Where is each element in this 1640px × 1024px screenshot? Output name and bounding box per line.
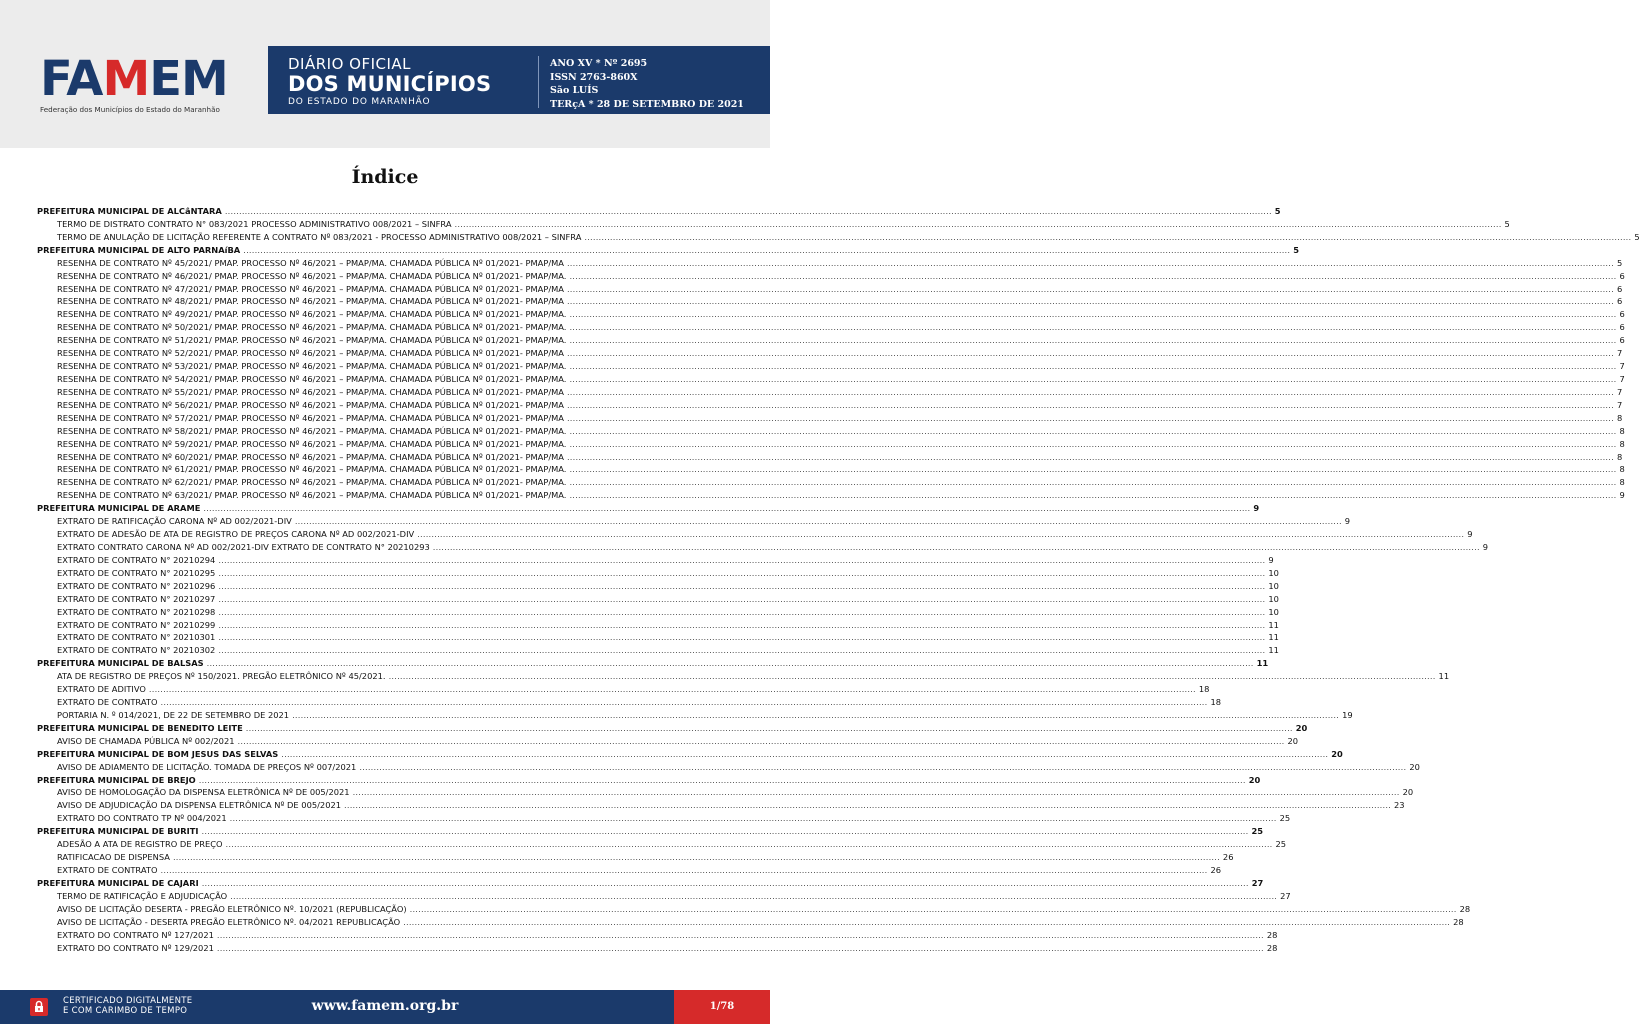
- dot-leader: [226, 838, 1273, 851]
- dot-leader: [567, 257, 1614, 270]
- toc-title: EXTRATO DE CONTRATO N° 20210294: [57, 554, 216, 565]
- toc-title: PREFEITURA MUNICIPAL DE ALCâNTARA: [37, 206, 222, 216]
- toc-title: RESENHA DE CONTRATO Nº 57/2021/ PMAP. PROCESSO Nº 46/2021 – PMAP/MA. CHAMADA PÚBLICA Nº 01/2021- PMAP/MA: [57, 412, 564, 423]
- toc-title: EXTRATO DE RATIFICAÇÃO CARONA Nº AD 002/2021-DIV: [57, 516, 292, 527]
- toc-section[interactable]: [37, 774, 1261, 787]
- toc-entry[interactable]: [37, 929, 1278, 942]
- toc-page-number: 11: [1438, 671, 1450, 682]
- toc-entry[interactable]: [37, 864, 1222, 877]
- toc-title: EXTRATO DO CONTRATO Nº 127/2021: [57, 929, 214, 940]
- dot-leader: [218, 631, 1265, 644]
- banner-line3: DO ESTADO DO MARANHÃO: [288, 97, 431, 107]
- toc-title: PREFEITURA MUNICIPAL DE CAJARI: [37, 877, 199, 888]
- toc-page-number: 7: [1619, 373, 1625, 384]
- dot-leader: [207, 657, 1254, 670]
- toc-page-number: 20: [1295, 722, 1308, 733]
- toc-page-number: 11: [1268, 645, 1279, 656]
- dot-leader: [218, 644, 1265, 657]
- toc-entry[interactable]: [37, 903, 1471, 916]
- toc-page-number: 20: [1409, 761, 1420, 772]
- dot-leader: [569, 373, 1616, 386]
- toc-page-number: 18: [1198, 684, 1210, 695]
- logo-prefix: FA: [40, 51, 103, 107]
- banner-line2: DOS MUNICÍPIOS: [288, 72, 492, 96]
- toc-page-number: 8: [1619, 425, 1625, 436]
- toc-page-number: 28: [1266, 942, 1278, 953]
- toc-title: EXTRATO DE CONTRATO: [57, 865, 158, 876]
- toc-page-number: 11: [1268, 619, 1279, 630]
- toc-title: RESENHA DE CONTRATO Nº 52/2021/ PMAP. PROCESSO Nº 46/2021 – PMAP/MA. CHAMADA PÚBLICA Nº 01/2021- PMAP/MA: [57, 348, 564, 359]
- toc-page-number: 6: [1619, 309, 1625, 320]
- banner-line1: DIÁRIO OFICIAL: [288, 55, 412, 73]
- dot-leader: [160, 864, 1207, 877]
- dot-leader: [569, 476, 1616, 489]
- toc-page-number: 5: [1274, 206, 1281, 216]
- toc-page-number: 25: [1279, 813, 1291, 824]
- toc-page-number: 6: [1616, 283, 1623, 294]
- toc-entry[interactable]: [37, 593, 1279, 606]
- toc-page-number: 26: [1222, 852, 1234, 863]
- toc-entry[interactable]: [37, 308, 1625, 321]
- toc-section[interactable]: [37, 205, 1281, 218]
- toc-entry[interactable]: [37, 412, 1623, 425]
- toc-page-number: 7: [1616, 386, 1623, 397]
- toc-entry[interactable]: [37, 606, 1279, 619]
- dot-leader: [433, 541, 1480, 554]
- toc-entry[interactable]: [37, 231, 1640, 244]
- toc-entry[interactable]: [37, 515, 1351, 528]
- toc-entry[interactable]: [37, 270, 1625, 283]
- toc-entry[interactable]: [37, 580, 1279, 593]
- toc-page-number: 8: [1619, 438, 1625, 449]
- toc-page-number: 20: [1331, 748, 1343, 759]
- city: São LUÍS: [550, 85, 599, 97]
- dot-leader: [292, 709, 1339, 722]
- toc-page-number: 23: [1394, 800, 1405, 811]
- logo-subtitle: Federação dos Municípios do Estado do Maranhão: [40, 105, 220, 114]
- divider: [538, 56, 539, 108]
- toc-page-number: 11: [1268, 632, 1279, 643]
- dot-leader: [218, 606, 1265, 619]
- toc-title: AVISO DE ADJUDICAÇÃO DA DISPENSA ELETRÔNICA Nº DE 005/2021: [57, 800, 342, 811]
- toc-title: AVISO DE LICITAÇÃO - DESERTA PREGÃO ELETRÔNICO Nº. 04/2021 REPUBLICAÇÃO: [57, 916, 401, 927]
- toc-section[interactable]: [37, 748, 1343, 761]
- toc-page-number: 6: [1619, 322, 1625, 333]
- toc-title: RESENHA DE CONTRATO Nº 59/2021/ PMAP. PROCESSO Nº 46/2021 – PMAP/MA. CHAMADA PÚBLICA Nº 01/2021- PMAP/MA.: [57, 438, 567, 449]
- toc-page-number: 20: [1248, 774, 1261, 785]
- toc-page-number: 8: [1616, 412, 1623, 423]
- dot-leader: [417, 528, 1464, 541]
- toc-title: RESENHA DE CONTRATO Nº 47/2021/ PMAP. PROCESSO Nº 46/2021 – PMAP/MA. CHAMADA PÚBLICA Nº 01/2021- PMAP/MA: [57, 283, 564, 294]
- dot-leader: [230, 890, 1277, 903]
- dot-leader: [218, 554, 1265, 567]
- toc-entry[interactable]: [37, 890, 1291, 903]
- toc-entry[interactable]: [37, 670, 1450, 683]
- toc-page-number: 5: [1634, 231, 1640, 242]
- toc-title: EXTRATO DE CONTRATO: [57, 697, 158, 708]
- dot-leader: [160, 696, 1207, 709]
- toc-title: AVISO DE CHAMADA PÚBLICA Nº 002/2021: [57, 735, 235, 746]
- toc-entry[interactable]: [37, 257, 1623, 270]
- dot-leader: [353, 786, 1400, 799]
- dot-leader: [218, 593, 1265, 606]
- dot-leader: [569, 308, 1616, 321]
- edition-info: [550, 57, 744, 111]
- toc-page-number: 8: [1616, 451, 1623, 462]
- dot-leader: [199, 774, 1246, 787]
- toc-page-number: 28: [1459, 903, 1471, 914]
- toc-page-number: 27: [1251, 877, 1264, 888]
- toc-title: EXTRATO DE CONTRATO N° 20210295: [57, 567, 216, 578]
- toc-page-number: 28: [1266, 929, 1278, 940]
- toc-page-number: 26: [1210, 865, 1222, 876]
- toc-page-number: 5: [1504, 218, 1510, 229]
- toc-entry[interactable]: [37, 463, 1625, 476]
- edition-number: ANO XV * Nº 2695: [550, 58, 648, 69]
- toc-page-number: 10: [1268, 580, 1279, 591]
- toc-entry[interactable]: [37, 786, 1414, 799]
- toc-title: EXTRATO DE CONTRATO N° 20210296: [57, 580, 216, 591]
- dot-leader: [230, 812, 1277, 825]
- toc-title: PREFEITURA MUNICIPAL DE ALTO PARNAíBA: [37, 244, 241, 255]
- toc-title: RESENHA DE CONTRATO Nº 46/2021/ PMAP. PROCESSO Nº 46/2021 – PMAP/MA. CHAMADA PÚBLICA Nº 01/2021- PMAP/MA.: [57, 270, 567, 281]
- toc-entry[interactable]: [37, 567, 1279, 580]
- dot-leader: [569, 463, 1616, 476]
- toc-entry[interactable]: [37, 644, 1279, 657]
- table-of-contents: [37, 205, 1640, 954]
- toc-page-number: 7: [1616, 399, 1623, 410]
- dot-leader: [584, 231, 1631, 244]
- toc-section[interactable]: [37, 722, 1308, 735]
- toc-page-number: 25: [1275, 839, 1287, 850]
- toc-title: TERMO DE ANULAÇÃO DE LICITAÇÃO REFERENTE A CONTRATO Nº 083/2021 - PROCESSO ADMINISTRATIVO 008/2021 – SINFRA: [57, 231, 582, 242]
- toc-title: PREFEITURA MUNICIPAL DE BALSAS: [37, 658, 204, 669]
- toc-entry[interactable]: [37, 851, 1234, 864]
- toc-page-number: 7: [1619, 361, 1625, 372]
- toc-title: RESENHA DE CONTRATO Nº 49/2021/ PMAP. PROCESSO Nº 46/2021 – PMAP/MA. CHAMADA PÚBLICA Nº 01/2021- PMAP/MA.: [57, 309, 567, 320]
- toc-entry[interactable]: [37, 541, 1489, 554]
- dot-leader: [567, 386, 1614, 399]
- toc-entry[interactable]: [37, 528, 1473, 541]
- toc-page-number: 20: [1402, 787, 1414, 798]
- toc-entry[interactable]: [37, 451, 1623, 464]
- dot-leader: [246, 722, 1293, 735]
- toc-title: EXTRATO DO CONTRATO Nº 129/2021: [57, 942, 214, 953]
- toc-entry[interactable]: [37, 476, 1625, 489]
- toc-title: RESENHA DE CONTRATO Nº 48/2021/ PMAP. PROCESSO Nº 46/2021 – PMAP/MA. CHAMADA PÚBLICA Nº 01/2021- PMAP/MA: [57, 296, 564, 307]
- dot-leader: [218, 619, 1265, 632]
- cert-line1: CERTIFICADO DIGITALMENTE: [63, 996, 193, 1006]
- toc-title: TERMO DE DISTRATO CONTRATO N° 083/2021 PROCESSO ADMINISTRATIVO 008/2021 – SINFRA: [57, 218, 452, 229]
- dot-leader: [567, 283, 1614, 296]
- toc-title: EXTRATO DE ADITIVO: [57, 684, 146, 695]
- toc-title: RESENHA DE CONTRATO Nº 45/2021/ PMAP. PROCESSO Nº 46/2021 – PMAP/MA. CHAMADA PÚBLICA Nº 01/2021- PMAP/MA: [57, 257, 564, 268]
- toc-title: PREFEITURA MUNICIPAL DE BOM JESUS DAS SELVAS: [37, 748, 279, 759]
- toc-title: PREFEITURA MUNICIPAL DE BURITI: [37, 826, 199, 837]
- toc-title: EXTRATO DE CONTRATO N° 20210298: [57, 606, 216, 617]
- dot-leader: [217, 942, 1264, 955]
- toc-title: PORTARIA N. º 014/2021, DE 22 DE SETEMBRO DE 2021: [57, 709, 290, 720]
- toc-page-number: 27: [1280, 890, 1291, 901]
- logo-suffix: EM: [149, 51, 228, 107]
- toc-title: RESENHA DE CONTRATO Nº 55/2021/ PMAP. PROCESSO Nº 46/2021 – PMAP/MA. CHAMADA PÚBLICA Nº 01/2021- PMAP/MA: [57, 386, 564, 397]
- toc-section[interactable]: [37, 244, 1299, 257]
- toc-page-number: 10: [1268, 567, 1279, 578]
- page-title: Índice: [351, 166, 419, 188]
- toc-entry[interactable]: [37, 683, 1210, 696]
- toc-page-number: 9: [1482, 541, 1489, 552]
- toc-entry[interactable]: [37, 399, 1623, 412]
- toc-page-number: 9: [1344, 516, 1351, 527]
- toc-title: AVISO DE ADIAMENTO DE LICITAÇÃO. TOMADA DE PREÇOS Nº 007/2021: [57, 761, 357, 772]
- toc-page-number: 7: [1616, 348, 1623, 359]
- dot-leader: [149, 683, 1196, 696]
- toc-entry[interactable]: [37, 812, 1291, 825]
- toc-title: RESENHA DE CONTRATO Nº 56/2021/ PMAP. PROCESSO Nº 46/2021 – PMAP/MA. CHAMADA PÚBLICA Nº 01/2021- PMAP/MA: [57, 399, 564, 410]
- toc-page-number: 20: [1287, 735, 1299, 746]
- toc-entry[interactable]: [37, 360, 1625, 373]
- dot-leader: [403, 916, 1450, 929]
- dot-leader: [218, 567, 1265, 580]
- dot-leader: [569, 489, 1616, 502]
- toc-page-number: 10: [1268, 593, 1279, 604]
- toc-title: EXTRATO DE CONTRATO N° 20210299: [57, 619, 216, 630]
- toc-entry[interactable]: [37, 438, 1625, 451]
- toc-entry[interactable]: [37, 799, 1405, 812]
- dot-leader: [173, 851, 1220, 864]
- toc-entry[interactable]: [37, 709, 1353, 722]
- dot-leader: [569, 270, 1616, 283]
- toc-title: TERMO DE RATIFICAÇÃO E ADJUDICAÇÃO: [57, 890, 228, 901]
- toc-section[interactable]: [37, 502, 1260, 515]
- issn: ISSN 2763-860X: [550, 71, 638, 83]
- dot-leader: [202, 825, 1249, 838]
- toc-page-number: 28: [1453, 916, 1464, 927]
- toc-page-number: 5: [1293, 244, 1299, 255]
- dot-leader: [389, 670, 1436, 683]
- header: [0, 0, 770, 148]
- toc-page-number: 19: [1342, 709, 1353, 720]
- dot-leader: [344, 799, 1391, 812]
- dot-leader: [567, 295, 1614, 308]
- toc-entry[interactable]: [37, 554, 1274, 567]
- toc-page-number: 18: [1210, 697, 1222, 708]
- toc-title: RESENHA DE CONTRATO Nº 62/2021/ PMAP. PROCESSO Nº 46/2021 – PMAP/MA. CHAMADA PÚBLICA Nº 01/2021- PMAP/MA.: [57, 477, 567, 488]
- toc-entry[interactable]: [37, 696, 1222, 709]
- toc-entry[interactable]: [37, 761, 1420, 774]
- toc-section[interactable]: [37, 825, 1264, 838]
- toc-title: RATIFICACAO DE DISPENSA: [57, 852, 170, 863]
- journal-banner: [268, 46, 770, 114]
- toc-title: EXTRATO DE CONTRATO N° 20210301: [57, 632, 216, 643]
- footer: [0, 990, 770, 1024]
- dot-leader: [569, 425, 1616, 438]
- toc-page-number: 8: [1619, 477, 1625, 488]
- dot-leader: [203, 502, 1250, 515]
- toc-entry[interactable]: [37, 838, 1287, 851]
- toc-entry[interactable]: [37, 218, 1510, 231]
- dot-leader: [455, 218, 1502, 231]
- toc-page-number: 10: [1268, 606, 1279, 617]
- dot-leader: [567, 451, 1614, 464]
- toc-title: EXTRATO CONTRATO CARONA Nº AD 002/2021-DIV EXTRATO DE CONTRATO N° 20210293: [57, 541, 430, 552]
- logo-m: M: [102, 51, 150, 107]
- toc-page-number: 8: [1619, 464, 1625, 475]
- toc-section[interactable]: [37, 657, 1269, 670]
- toc-entry[interactable]: [37, 295, 1623, 308]
- toc-page-number: 6: [1619, 270, 1625, 281]
- dot-leader: [202, 877, 1249, 890]
- toc-page-number: 6: [1616, 296, 1623, 307]
- dot-leader: [359, 761, 1406, 774]
- toc-entry[interactable]: [37, 916, 1464, 929]
- toc-title: RESENHA DE CONTRATO Nº 53/2021/ PMAP. PROCESSO Nº 46/2021 – PMAP/MA. CHAMADA PÚBLICA Nº 01/2021- PMAP/MA.: [57, 361, 567, 372]
- toc-page-number: 11: [1256, 658, 1269, 669]
- dot-leader: [281, 748, 1328, 761]
- issue-date: TERçA * 28 DE SETEMBRO DE 2021: [550, 98, 744, 110]
- toc-title: EXTRATO DE CONTRATO N° 20210297: [57, 593, 216, 604]
- toc-entry[interactable]: [37, 347, 1623, 360]
- toc-title: PREFEITURA MUNICIPAL DE BENEDITO LEITE: [37, 722, 243, 733]
- dot-leader: [243, 244, 1290, 257]
- toc-title: EXTRATO DO CONTRATO TP Nº 004/2021: [57, 813, 227, 824]
- toc-title: RESENHA DE CONTRATO Nº 54/2021/ PMAP. PROCESSO Nº 46/2021 – PMAP/MA. CHAMADA PÚBLICA Nº 01/2021- PMAP/MA.: [57, 373, 567, 384]
- toc-entry[interactable]: [37, 735, 1299, 748]
- toc-page-number: 9: [1268, 554, 1274, 565]
- toc-entry[interactable]: [37, 631, 1279, 644]
- toc-entry[interactable]: [37, 386, 1623, 399]
- dot-leader: [569, 321, 1616, 334]
- famem-logo[interactable]: [40, 51, 228, 114]
- dot-leader: [218, 580, 1265, 593]
- dot-leader: [567, 347, 1614, 360]
- toc-title: EXTRATO DE CONTRATO N° 20210302: [57, 645, 216, 656]
- toc-page-number: 25: [1251, 826, 1264, 837]
- toc-title: RESENHA DE CONTRATO Nº 61/2021/ PMAP. PROCESSO Nº 46/2021 – PMAP/MA. CHAMADA PÚBLICA Nº 01/2021- PMAP/MA.: [57, 464, 567, 475]
- toc-entry[interactable]: [37, 619, 1279, 632]
- cert-line2: E COM CARIMBO DE TEMPO: [63, 1006, 188, 1016]
- dot-leader: [569, 360, 1616, 373]
- page-number: 1/78: [674, 990, 770, 1024]
- toc-title: RESENHA DE CONTRATO Nº 51/2021/ PMAP. PROCESSO Nº 46/2021 – PMAP/MA. CHAMADA PÚBLICA Nº 01/2021- PMAP/MA.: [57, 335, 567, 346]
- dot-leader: [238, 735, 1285, 748]
- toc-entry[interactable]: [37, 334, 1625, 347]
- toc-title: AVISO DE LICITAÇÃO DESERTA - PREGÃO ELETRÔNICO Nº. 10/2021 (REPUBLICAÇÃO): [57, 903, 407, 914]
- toc-title: ADESÃO A ATA DE REGISTRO DE PREÇO: [57, 839, 223, 850]
- toc-title: RESENHA DE CONTRATO Nº 60/2021/ PMAP. PROCESSO Nº 46/2021 – PMAP/MA. CHAMADA PÚBLICA Nº 01/2021- PMAP/MA: [57, 451, 564, 462]
- dot-leader: [569, 334, 1616, 347]
- toc-page-number: 9: [1253, 503, 1260, 514]
- toc-entry[interactable]: [37, 373, 1625, 386]
- toc-page-number: 9: [1467, 529, 1473, 540]
- dot-leader: [225, 205, 1272, 218]
- toc-entry[interactable]: [37, 425, 1625, 438]
- toc-title: EXTRATO DE ADESÃO DE ATA DE REGISTRO DE PREÇOS CARONA Nº AD 002/2021-DIV: [57, 529, 415, 540]
- toc-page-number: 6: [1619, 335, 1625, 346]
- toc-title: AVISO DE HOMOLOGAÇÃO DA DISPENSA ELETRÔNICA Nº DE 005/2021: [57, 787, 350, 798]
- toc-entry[interactable]: [37, 942, 1278, 955]
- dot-leader: [295, 515, 1342, 528]
- toc-title: RESENHA DE CONTRATO Nº 58/2021/ PMAP. PROCESSO Nº 46/2021 – PMAP/MA. CHAMADA PÚBLICA Nº 01/2021- PMAP/MA.: [57, 425, 567, 436]
- toc-section[interactable]: [37, 877, 1264, 890]
- toc-title: PREFEITURA MUNICIPAL DE ARAME: [37, 503, 201, 514]
- dot-leader: [410, 903, 1457, 916]
- dot-leader: [569, 438, 1616, 451]
- toc-page-number: 9: [1619, 490, 1625, 501]
- toc-entry[interactable]: [37, 321, 1625, 334]
- website-link[interactable]: www.famem.org.br: [311, 998, 459, 1014]
- dot-leader: [567, 399, 1614, 412]
- logo-wordmark: [40, 51, 228, 107]
- dot-leader: [217, 929, 1264, 942]
- toc-entry[interactable]: [37, 283, 1623, 296]
- toc-title: PREFEITURA MUNICIPAL DE BREJO: [37, 774, 196, 785]
- toc-title: ATA DE REGISTRO DE PREÇOS Nº 150/2021. PREGÃO ELETRÔNICO Nº 45/2021.: [57, 671, 386, 682]
- dot-leader: [567, 412, 1614, 425]
- toc-title: RESENHA DE CONTRATO Nº 63/2021/ PMAP. PROCESSO Nº 46/2021 – PMAP/MA. CHAMADA PÚBLICA Nº 01/2021- PMAP/MA.: [57, 490, 567, 501]
- toc-entry[interactable]: [37, 489, 1625, 502]
- toc-page-number: 5: [1616, 257, 1623, 268]
- toc-title: RESENHA DE CONTRATO Nº 50/2021/ PMAP. PROCESSO Nº 46/2021 – PMAP/MA. CHAMADA PÚBLICA Nº 01/2021- PMAP/MA.: [57, 322, 567, 333]
